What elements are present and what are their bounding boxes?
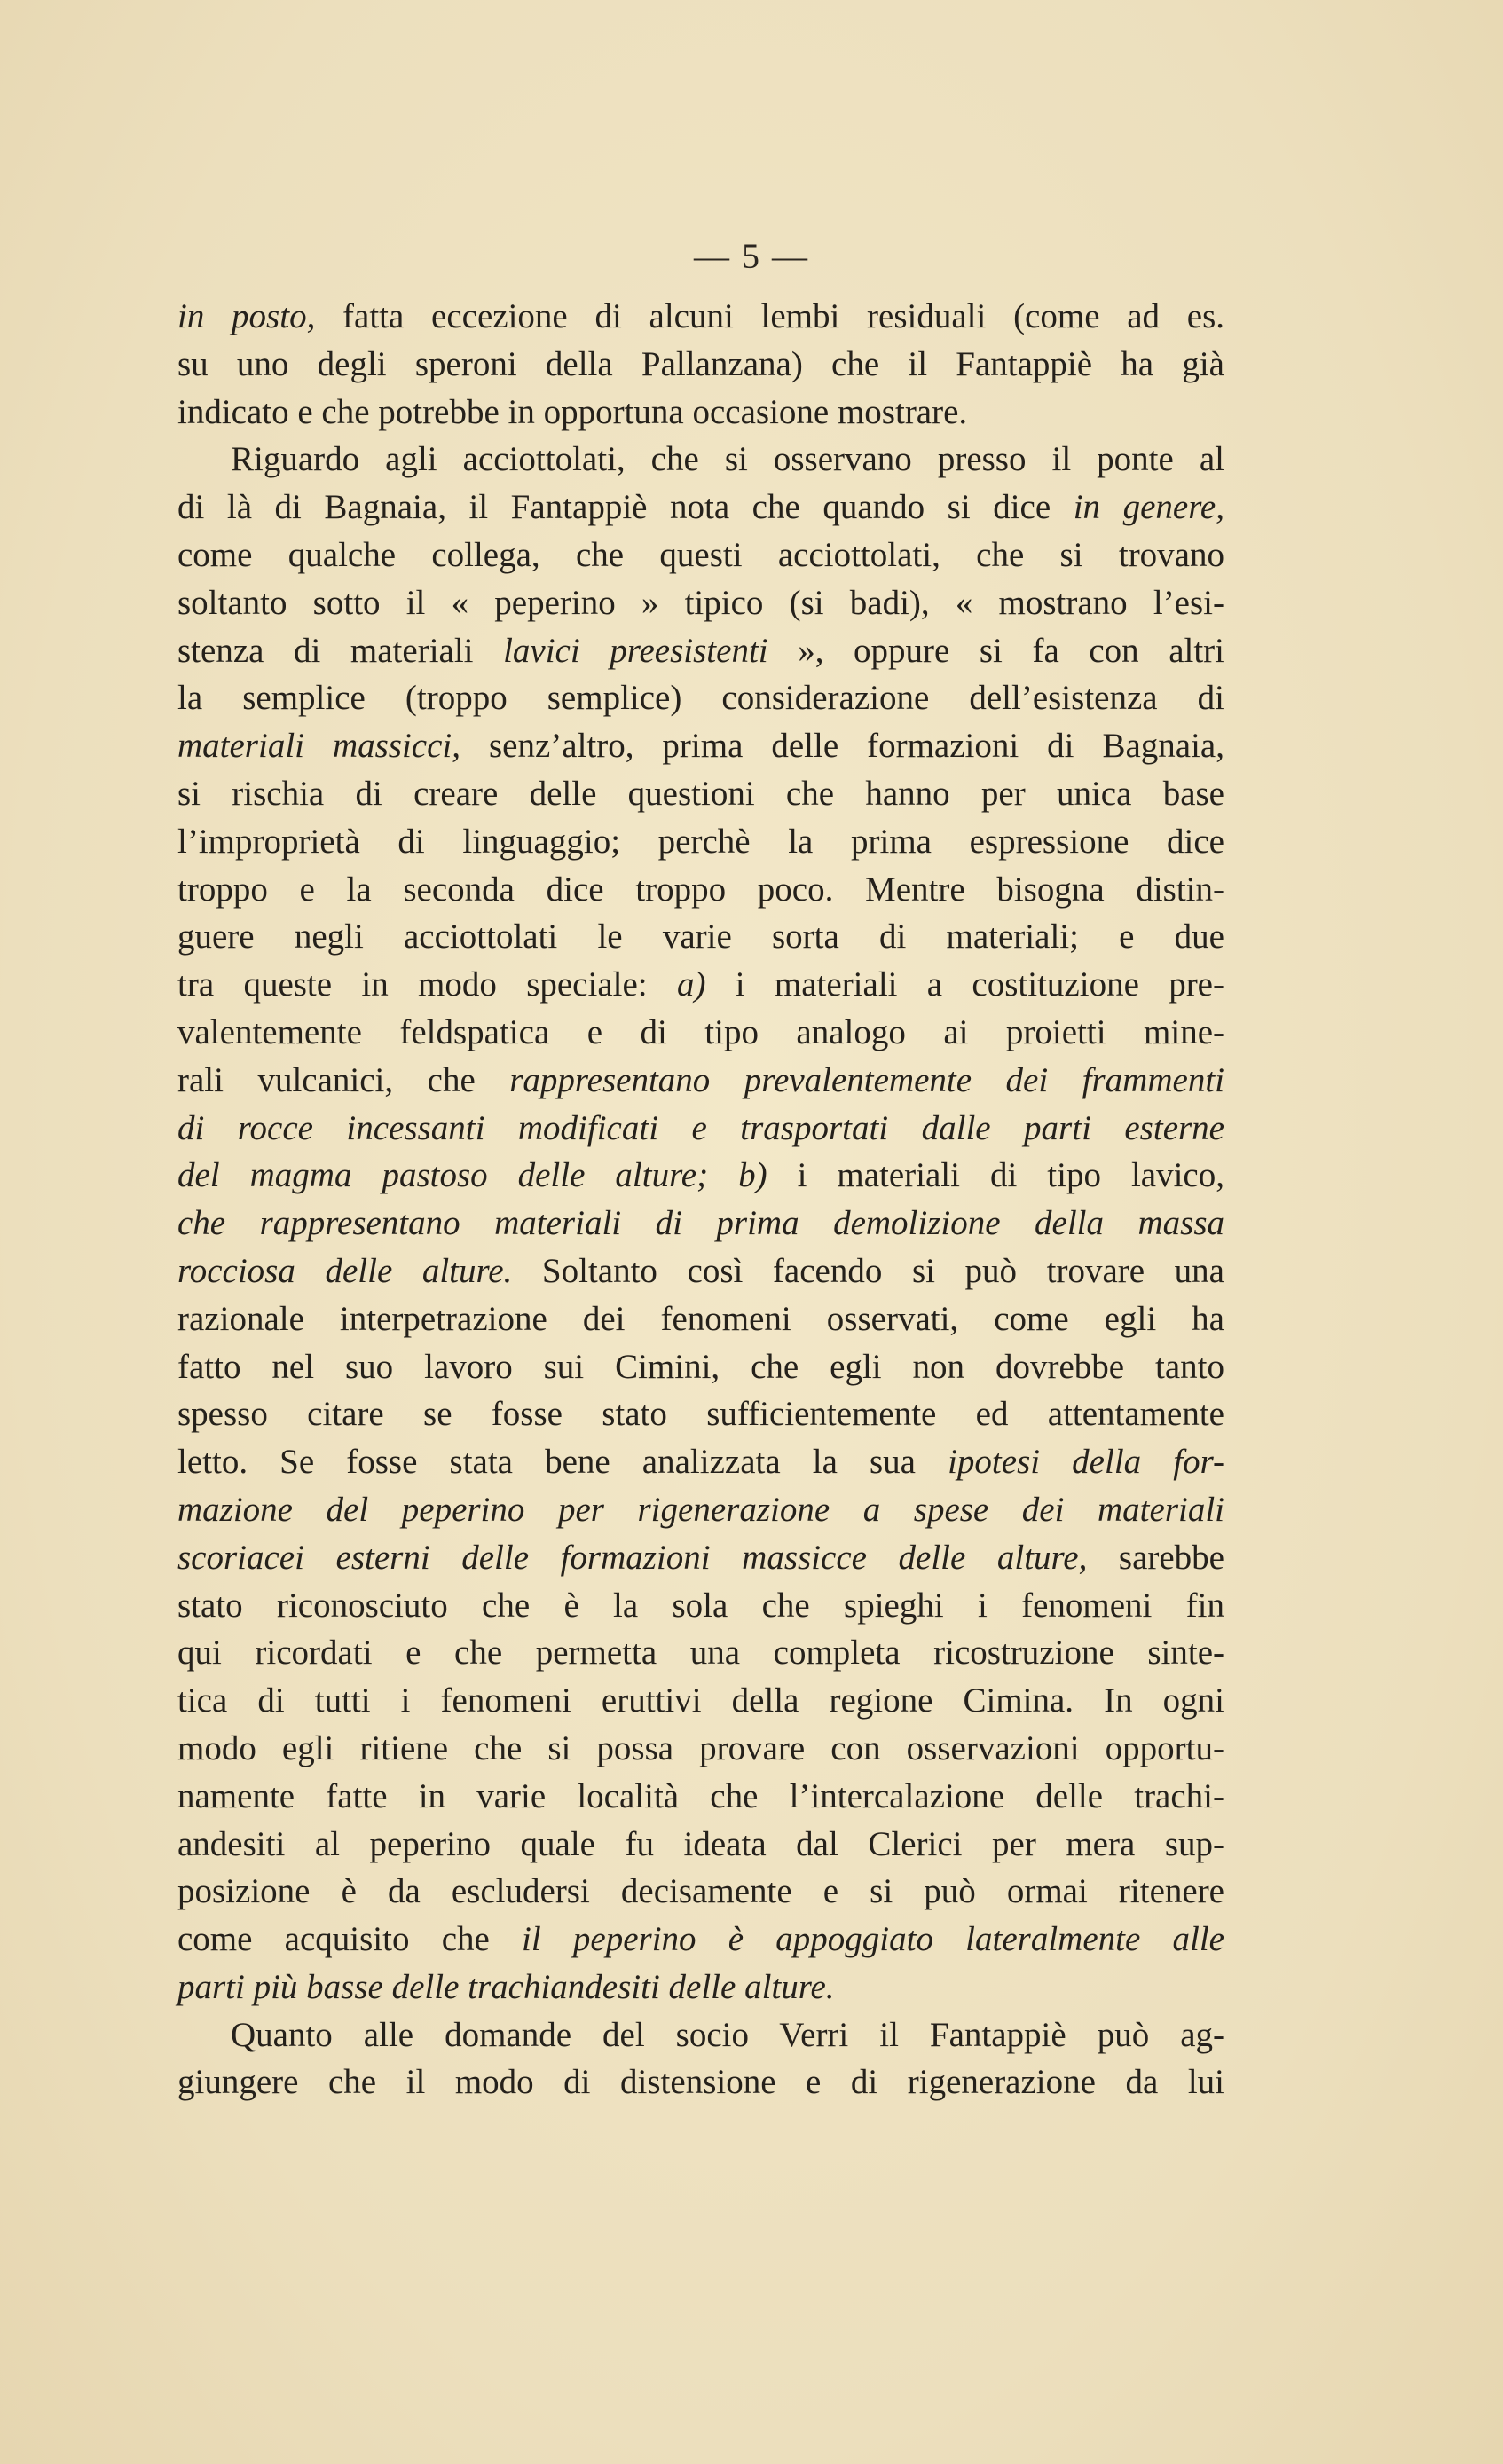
text-span: guere negli acciottolati le varie sorta di materiali; e due <box>177 917 1224 956</box>
text-line <box>177 1725 1224 1773</box>
text-span: Quanto alle domande del socio Verri il Fantappiè può ag- <box>231 2015 1224 2054</box>
italic-text: mazione del peperino per rigenerazione a spese dei materiali <box>177 1490 1224 1529</box>
text-line <box>177 531 1224 579</box>
text-span: namente fatte in varie località che l’intercalazione delle trachi- <box>177 1776 1224 1815</box>
text-line <box>177 1534 1224 1582</box>
italic-text: rappresentano prevalentemente dei frammenti <box>509 1060 1224 1099</box>
text-span: Riguardo agli acciottolati, che si osservano presso il ponte al <box>231 440 1224 479</box>
text-span: fatto nel suo lavoro sui Cimini, che egli non dovrebbe tanto <box>177 1347 1224 1386</box>
text-span: di là di Bagnaia, il Fantappiè nota che quando si dice <box>177 488 1074 527</box>
text-line <box>177 2011 1224 2059</box>
text-line <box>177 1964 1224 2011</box>
italic-text: rocciosa delle alture. <box>177 1251 513 1290</box>
text-span: Soltanto così facendo si può trovare una <box>512 1251 1224 1290</box>
italic-text: materiali massicci, <box>177 727 461 766</box>
text-span: spesso citare se fosse stato sufficientemente ed attentamente <box>177 1395 1224 1434</box>
text-line <box>177 1773 1224 1821</box>
text-line <box>177 961 1224 1009</box>
text-span: », oppure si fa con altri <box>767 631 1225 670</box>
text-line <box>177 1486 1224 1534</box>
text-span: andesiti al peperino quale fu ideata dal Clerici per mera sup- <box>177 1824 1224 1863</box>
text-span: la semplice (troppo semplice) considerazione dell’esistenza di <box>177 679 1224 718</box>
text-span: come acquisito che <box>177 1920 523 1959</box>
italic-text: lavici preesistenti <box>503 631 768 670</box>
text-line <box>177 1390 1224 1438</box>
text-span: rali vulcanici, che <box>177 1060 510 1099</box>
italic-text: il peperino è appoggiato lateralmente alle <box>522 1920 1224 1959</box>
text-line <box>177 674 1224 722</box>
text-line <box>177 1105 1224 1153</box>
text-line <box>177 1343 1224 1391</box>
text-line <box>177 1916 1224 1964</box>
text-line <box>177 1248 1224 1295</box>
text-span: come qualche collega, che questi acciottolati, che si trovano <box>177 535 1224 574</box>
text-span: fatta eccezione di alcuni lembi residuali (come ad es. <box>315 297 1224 335</box>
italic-text: di rocce incessanti modificati e trasportati dalle parti esterne <box>177 1108 1224 1147</box>
italic-text: ipotesi della for- <box>948 1443 1224 1482</box>
text-line <box>177 818 1224 866</box>
italic-text: in genere, <box>1073 488 1224 527</box>
text-span: stato riconosciuto che è la sola che spieghi i fenomeni fin <box>177 1586 1224 1625</box>
text-line <box>177 579 1224 627</box>
text-line <box>177 722 1224 770</box>
text-span: qui ricordati e che permetta una completa ricostruzione sinte- <box>177 1633 1224 1673</box>
text-span: modo egli ritiene che si possa provare con osservazioni opportu- <box>177 1728 1224 1767</box>
text-line <box>177 1629 1224 1677</box>
text-span: soltanto sotto il « peperino » tipico (si badi), « mostrano l’esi- <box>177 583 1224 622</box>
text-span: valentemente feldspatica e di tipo analogo ai proietti mine- <box>177 1012 1224 1051</box>
text-line <box>177 436 1224 484</box>
text-line <box>177 913 1224 961</box>
text-span: troppo e la seconda dice troppo poco. Mentre bisogna distin- <box>177 870 1224 909</box>
text-line <box>177 1677 1224 1725</box>
text-span: i materiali a costituzione pre- <box>705 965 1224 1004</box>
text-line <box>177 1009 1224 1057</box>
text-span: indicato e che potrebbe in opportuna occasione mostrare. <box>177 392 968 431</box>
text-line <box>177 866 1224 914</box>
italic-text: parti più basse delle trachiandesiti delle alture. <box>177 1967 835 2006</box>
text-line <box>177 1821 1224 1869</box>
text-line <box>177 1582 1224 1630</box>
text-span: i materiali di tipo lavico, <box>767 1156 1224 1195</box>
text-span: si rischia di creare delle questioni che hanno per unica base <box>177 774 1224 813</box>
text-span: letto. Se fosse stata bene analizzata la sua <box>177 1443 948 1482</box>
text-span: sarebbe <box>1087 1538 1224 1577</box>
italic-text: in posto, <box>177 297 316 335</box>
text-span: tica di tutti i fenomeni eruttivi della regione Cimina. In ogni <box>177 1681 1224 1720</box>
text-line <box>177 484 1224 531</box>
text-line <box>177 389 1224 437</box>
text-line <box>177 627 1224 675</box>
text-span: l’improprietà di linguaggio; perchè la prima espressione dice <box>177 822 1224 861</box>
text-span: giungere che il modo di distensione e di rigenerazione da lui <box>177 2063 1224 2102</box>
text-line <box>177 1295 1224 1343</box>
text-span: razionale interpetrazione dei fenomeni osservati, come egli ha <box>177 1299 1224 1338</box>
page-number: — 5 — <box>694 236 809 276</box>
italic-text: scoriacei esterni delle formazioni massicce delle alture, <box>177 1538 1088 1577</box>
text-line <box>177 1200 1224 1248</box>
text-span: posizione è da escludersi decisamente e si può ormai ritenere <box>177 1872 1224 1911</box>
text-span: tra queste in modo speciale: <box>177 965 677 1004</box>
text-line <box>177 2059 1224 2106</box>
text-line <box>177 770 1224 818</box>
text-line <box>177 1438 1224 1486</box>
text-line <box>177 293 1224 341</box>
text-span: senz’altro, prima delle formazioni di Bagnaia, <box>460 727 1224 766</box>
text-span: su uno degli speroni della Pallanzana) che il Fantappiè ha già <box>177 344 1224 383</box>
italic-text: del magma pastoso delle alture; b) <box>177 1156 767 1195</box>
text-span: stenza di materiali <box>177 631 504 670</box>
body-text <box>177 293 1224 2106</box>
text-line <box>177 341 1224 389</box>
text-line <box>177 1868 1224 1916</box>
text-line <box>177 1152 1224 1200</box>
text-line <box>177 1057 1224 1105</box>
italic-text: a) <box>676 965 706 1004</box>
italic-text: che rappresentano materiali di prima demolizione della massa <box>177 1204 1224 1243</box>
